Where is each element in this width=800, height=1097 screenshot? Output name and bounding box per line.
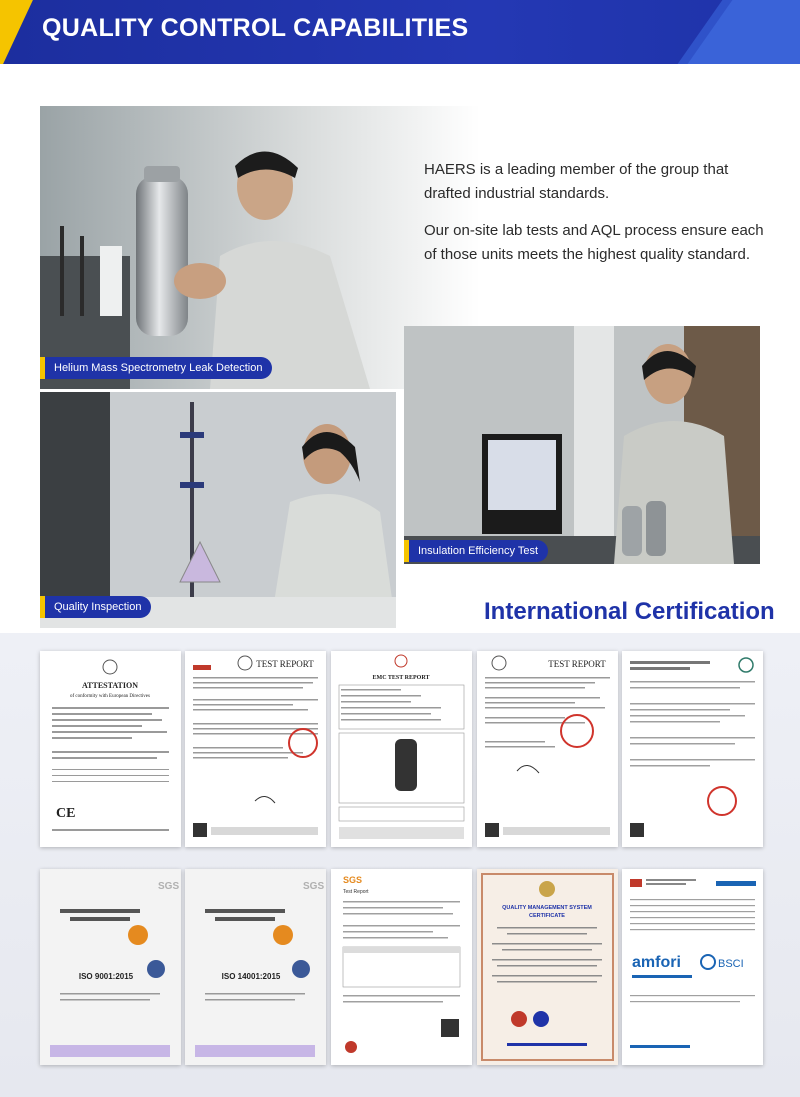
caption-quality — [40, 596, 151, 618]
cert-subheading: Test Report — [343, 889, 369, 895]
caption-text: Quality Inspection — [54, 601, 142, 613]
cert-heading: amfori — [632, 954, 681, 971]
cert-iso-9001 — [40, 869, 181, 1065]
banner-accent-yellow — [0, 0, 33, 64]
svg-text:SGS: SGS — [303, 881, 325, 892]
cert-heading: ATTESTATION — [81, 681, 139, 690]
cert-subheading: CERTIFICATE — [529, 913, 565, 919]
cert-attestation — [40, 651, 181, 847]
intro-paragraph-2: Our on-site lab tests and AQL process ensure each of those units meets the highest quality standard. — [424, 222, 764, 263]
cert-iso-14001 — [185, 869, 326, 1065]
cert-test-report-2 — [477, 651, 618, 847]
cert-emc-german — [622, 651, 763, 847]
cert-heading: ISO 14001:2015 — [221, 972, 281, 981]
cert-test-report-1 — [185, 651, 326, 847]
cert-subheading: BSCI — [718, 958, 744, 970]
caption-helium — [40, 357, 272, 379]
cert-emc-test-report — [331, 651, 472, 847]
caption-text: Insulation Efficiency Test — [418, 545, 539, 557]
cert-heading: TEST REPORT — [548, 659, 606, 669]
caption-text: Helium Mass Spectrometry Leak Detection — [54, 362, 263, 374]
intro-paragraph-1: HAERS is a leading member of the group that drafted industrial standards. — [424, 161, 729, 202]
svg-text:CE: CE — [56, 806, 76, 821]
cert-heading: SGS — [343, 875, 363, 885]
certification-title: International Certification — [484, 598, 775, 625]
cert-subheading: of conformity with European Directives — [70, 694, 150, 699]
cert-heading: ISO 9001:2015 — [78, 972, 134, 981]
photo-quality-inspection — [40, 392, 396, 628]
header-banner — [0, 0, 800, 64]
caption-insulation — [404, 540, 548, 562]
cert-heading: QUALITY MANAGEMENT SYSTEM — [502, 905, 592, 911]
cert-sgs-test-report — [331, 869, 472, 1065]
page-title: QUALITY CONTROL CAPABILITIES — [42, 14, 469, 42]
intro-text — [424, 158, 774, 280]
cert-quality-management — [477, 869, 618, 1065]
cert-heading: EMC TEST REPORT — [372, 675, 430, 681]
photo-insulation-test — [404, 326, 760, 564]
cert-heading: TEST REPORT — [256, 659, 314, 669]
cert-amfori-bsci — [622, 869, 763, 1065]
svg-text:SGS: SGS — [158, 881, 180, 892]
